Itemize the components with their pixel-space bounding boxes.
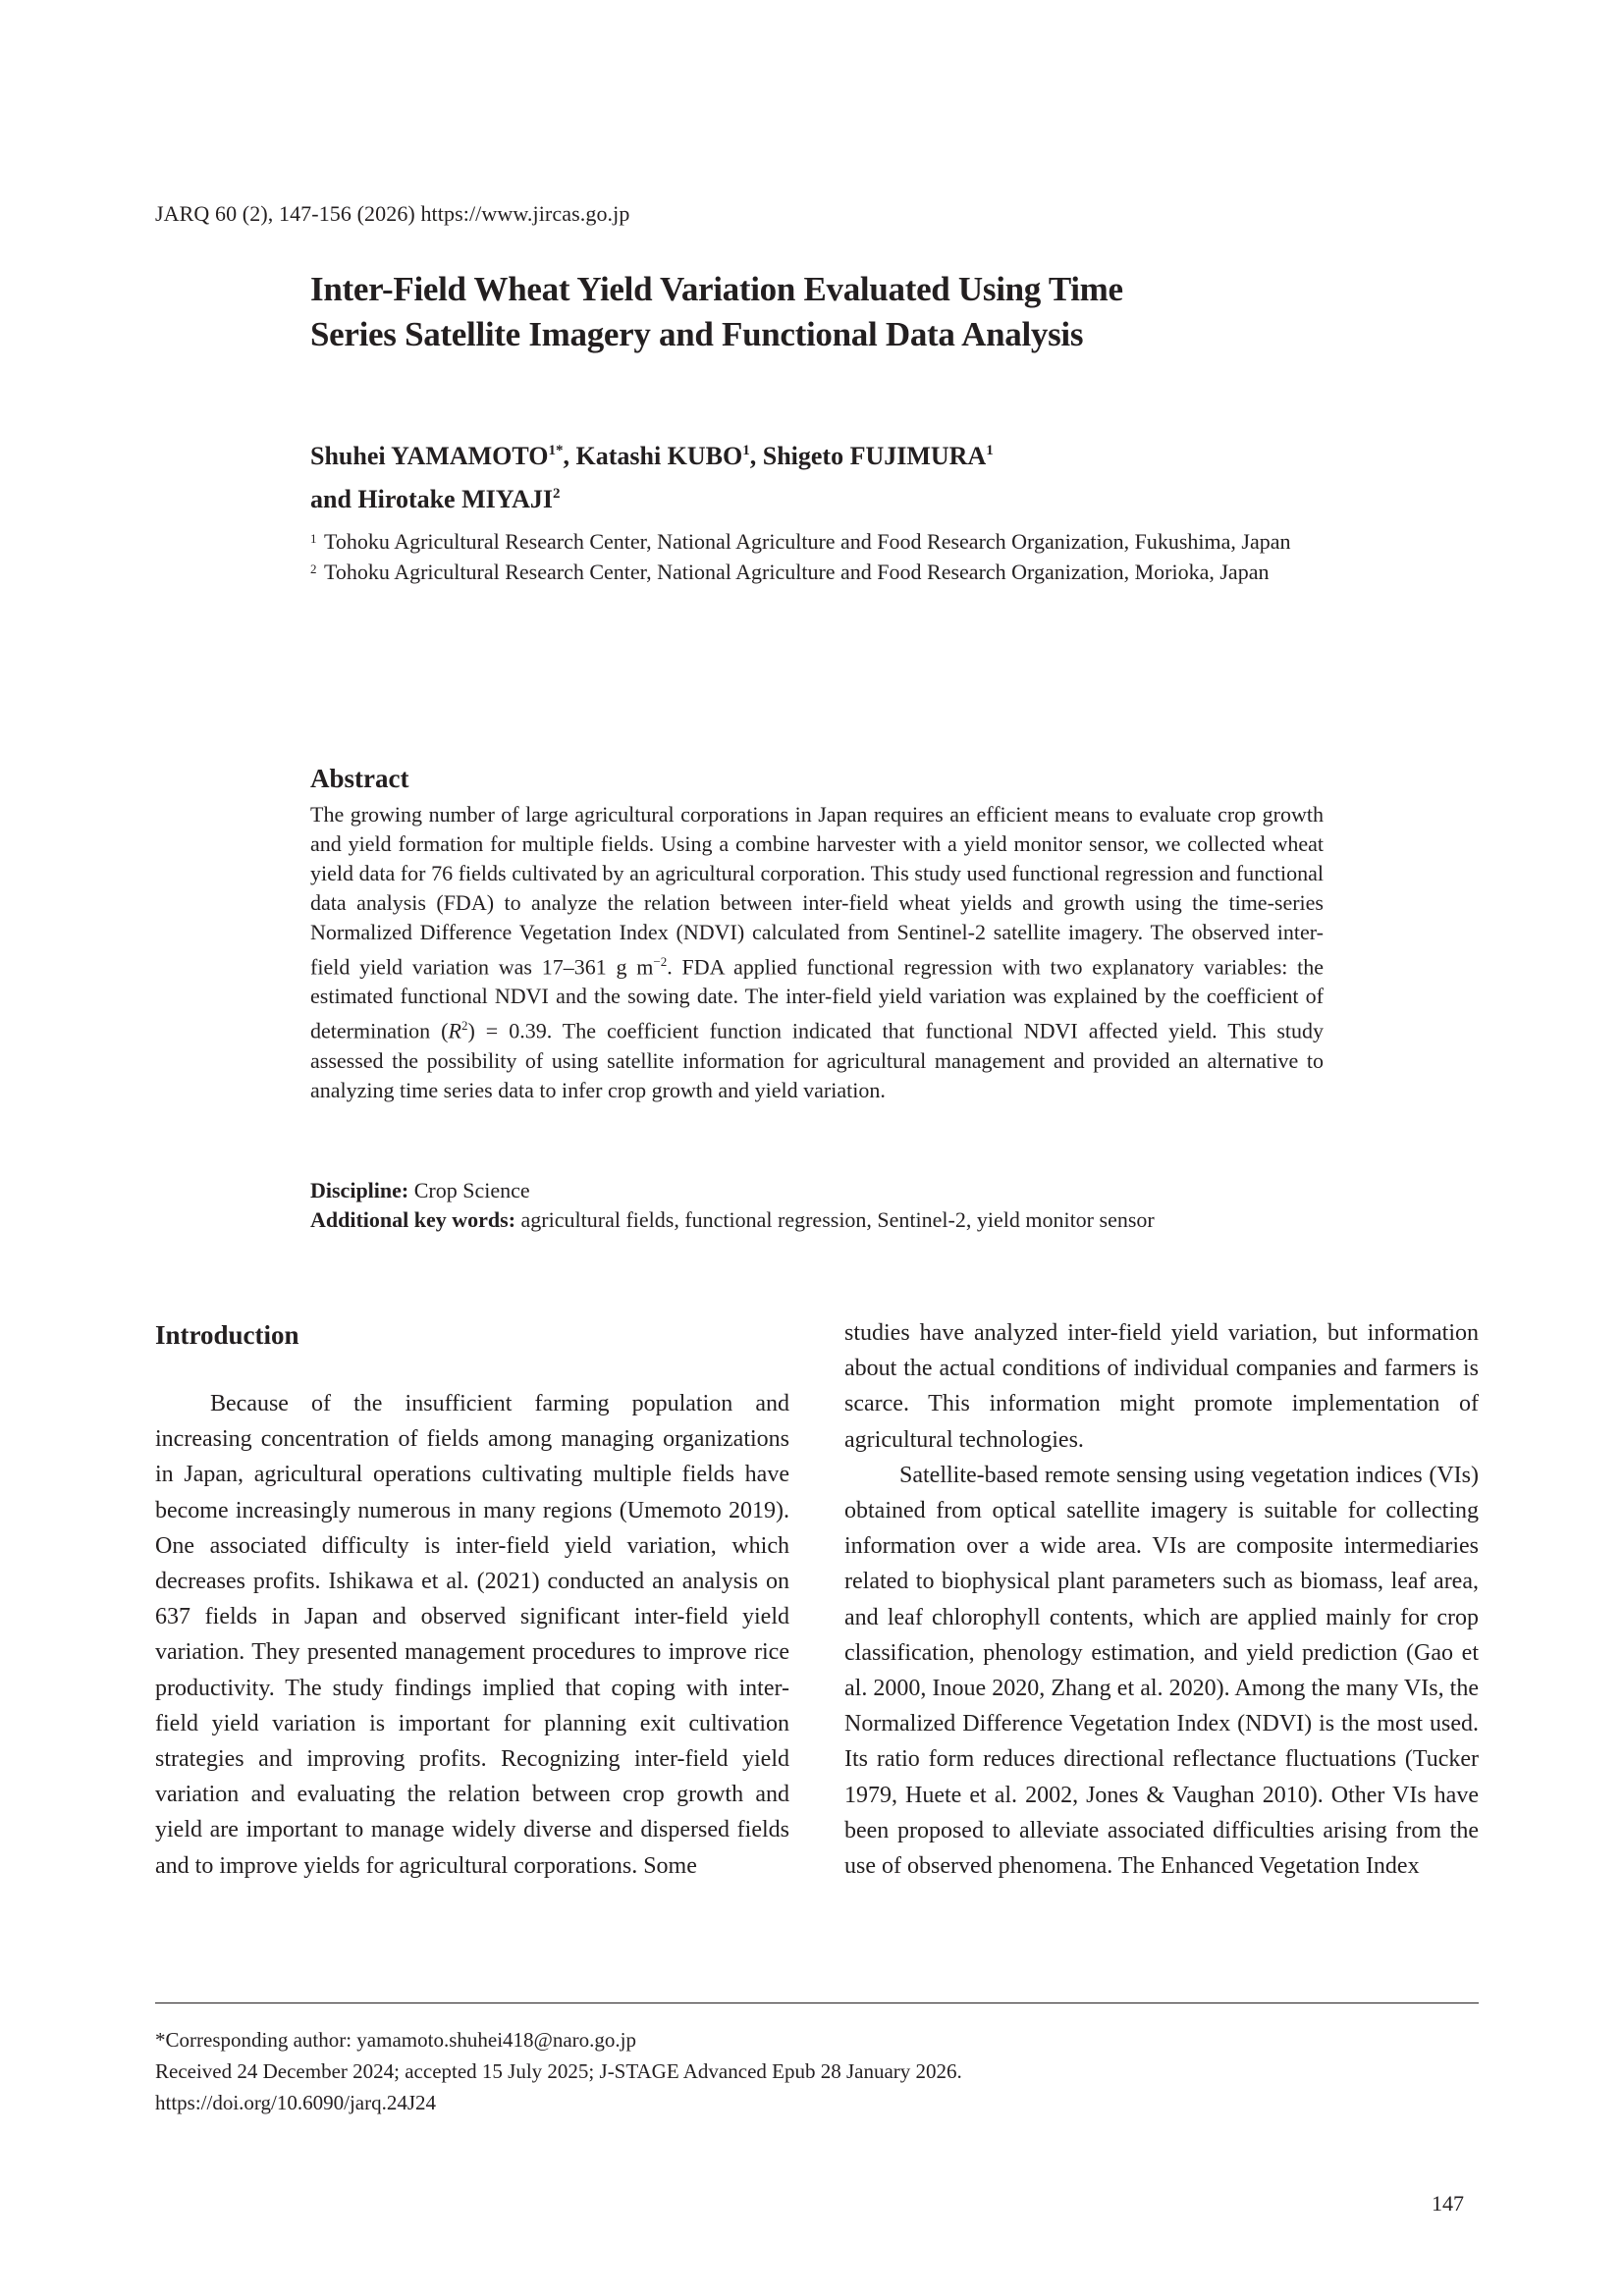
received-dates: Received 24 December 2024; accepted 15 July 2025; J-STAGE Advanced Epub 28 January 2026. <box>155 2059 962 2083</box>
footnote-divider <box>155 2002 1479 2003</box>
author-separator: , <box>749 442 763 470</box>
paragraph: Because of the insufficient farming population and increasing concentration of fields among managing organizations in Japan, agricultural operations cultivating multiple fields have become increasingly numerous in many regions (Umemoto 2019). One associated difficulty is inter-field yield variation, which decreases profits. Ishikawa et al. (2021) conducted an analysis on 637 fields in Japan and observed significant inter-field yield variation. They presented management procedures to improve rice productivity. The study findings implied that coping with inter-field yield variation is important for planning exit cultivation strategies and improving profits. Recognizing inter-field yield variation and evaluating the relation between crop growth and yield are important to manage widely diverse and dispersed fields and to improve yields for agricultural corporations. Some <box>155 1391 789 1879</box>
author-name: Hirotake MIYAJI <box>357 485 554 513</box>
discipline-value: Crop Science <box>408 1178 530 1202</box>
keywords-value: agricultural fields, functional regression, Sentinel-2, yield monitor sensor <box>515 1207 1155 1232</box>
author-line-1 <box>310 432 1341 475</box>
title-line-1: Inter-Field Wheat Yield Variation Evaluated Using Time <box>310 270 1123 308</box>
keywords <box>310 1205 1331 1235</box>
introduction-heading: Introduction <box>155 1320 299 1350</box>
abstract-heading: Abstract <box>310 764 409 793</box>
unit-superscript: −2 <box>653 954 668 969</box>
abstract-text: ) = 0.39. The coefficient function indicated that functional NDVI affected yield. This study assessed the possibility of using satellite information for agricultural management and provided an alternative to analyzing time series data to infer crop growth and yield variation. <box>310 1018 1324 1102</box>
affiliation-2 <box>310 557 1324 587</box>
r-squared-superscript: 2 <box>460 1018 468 1034</box>
title-line-2: Series Satellite Imagery and Functional Data Analysis <box>310 315 1084 353</box>
discipline <box>310 1176 1331 1205</box>
affiliation-text: Tohoku Agricultural Research Center, National Agriculture and Food Research Organization, Fukushima, Japan <box>324 529 1291 554</box>
running-head: JARQ 60 (2), 147-156 (2026) https://www.jircas.go.jp <box>155 201 630 226</box>
paragraph: Satellite-based remote sensing using vegetation indices (VIs) obtained from optical satellite imagery is suitable for collecting information over a wide area. VIs are composite intermediaries related to biophysical plant parameters such as biomass, leaf area, and leaf chlorophyll contents, which are applied mainly for crop classification, phenology estimation, and yield prediction (Gao et al. 2000, Inoue 2020, Zhang et al. 2020). Among the many VIs, the Normalized Difference Vegetation Index (NDVI) is the most used. Its ratio form reduces directional reflectance fluctuations (Tucker 1979, Huete et al. 2002, Jones & Vaughan 2010). Other VIs have been proposed to alleviate associated difficulties arising from the use of observed phenomena. The Enhanced Vegetation Index <box>844 1462 1479 1880</box>
affiliation-number: 1 <box>310 531 317 546</box>
footnotes <box>155 2024 1479 2118</box>
corresponding-author: *Corresponding author: yamamoto.shuhei418@naro.go.jp <box>155 2028 637 2052</box>
author-affil-mark: 1 <box>986 443 994 458</box>
article-metadata <box>310 1176 1331 1235</box>
affiliations <box>310 526 1324 587</box>
abstract-text: . FDA applied functional regression with two explanatory variables: the estimated functional NDVI and the sowing date. The inter-field yield variation was explained by the coefficient of determination ( <box>310 954 1325 1043</box>
author-conjunction: and <box>310 485 358 513</box>
left-column <box>155 1386 789 1884</box>
affiliation-1 <box>310 526 1324 557</box>
author-separator: , <box>563 442 576 470</box>
author-line-2 <box>310 475 1341 518</box>
r-squared-symbol: R <box>448 1018 461 1043</box>
discipline-label: Discipline: <box>310 1178 409 1202</box>
abstract-body <box>310 800 1324 1105</box>
author-name: Katashi KUBO <box>575 442 743 470</box>
author-affil-mark: 1* <box>548 443 564 458</box>
right-column <box>844 1315 1479 1884</box>
author-affil-mark: 2 <box>553 486 561 502</box>
doi-link[interactable]: https://doi.org/10.6090/jarq.24J24 <box>155 2091 437 2114</box>
affiliation-number: 2 <box>310 561 317 576</box>
author-affil-mark: 1 <box>742 443 750 458</box>
keywords-label: Additional key words: <box>310 1207 516 1232</box>
paragraph: studies have analyzed inter-field yield variation, but information about the actual conditions of individual companies and farmers is scarce. This information might promote implementation of agricultural technologies. <box>844 1320 1479 1453</box>
page-number: 147 <box>1432 2191 1464 2216</box>
abstract-text: The growing number of large agricultural corporations in Japan requires an efficient means to evaluate crop growth and yield formation for multiple fields. Using a combine harvester with a yield monitor sensor, we collected wheat yield data for 76 fields cultivated by an agricultural corporation. This study used functional regression and functional data analysis (FDA) to analyze the relation between inter-field wheat yields and growth using the time-series Normalized Difference Vegetation Index (NDVI) calculated from Sentinel-2 satellite imagery. The observed inter-field yield variation was 17–361 g m <box>310 802 1324 980</box>
author-name: Shuhei YAMAMOTO <box>310 442 549 470</box>
article-title <box>310 267 1341 357</box>
affiliation-text: Tohoku Agricultural Research Center, National Agriculture and Food Research Organization, Morioka, Japan <box>324 560 1270 584</box>
author-list <box>310 432 1341 518</box>
author-name: Shigeto FUJIMURA <box>762 442 987 470</box>
